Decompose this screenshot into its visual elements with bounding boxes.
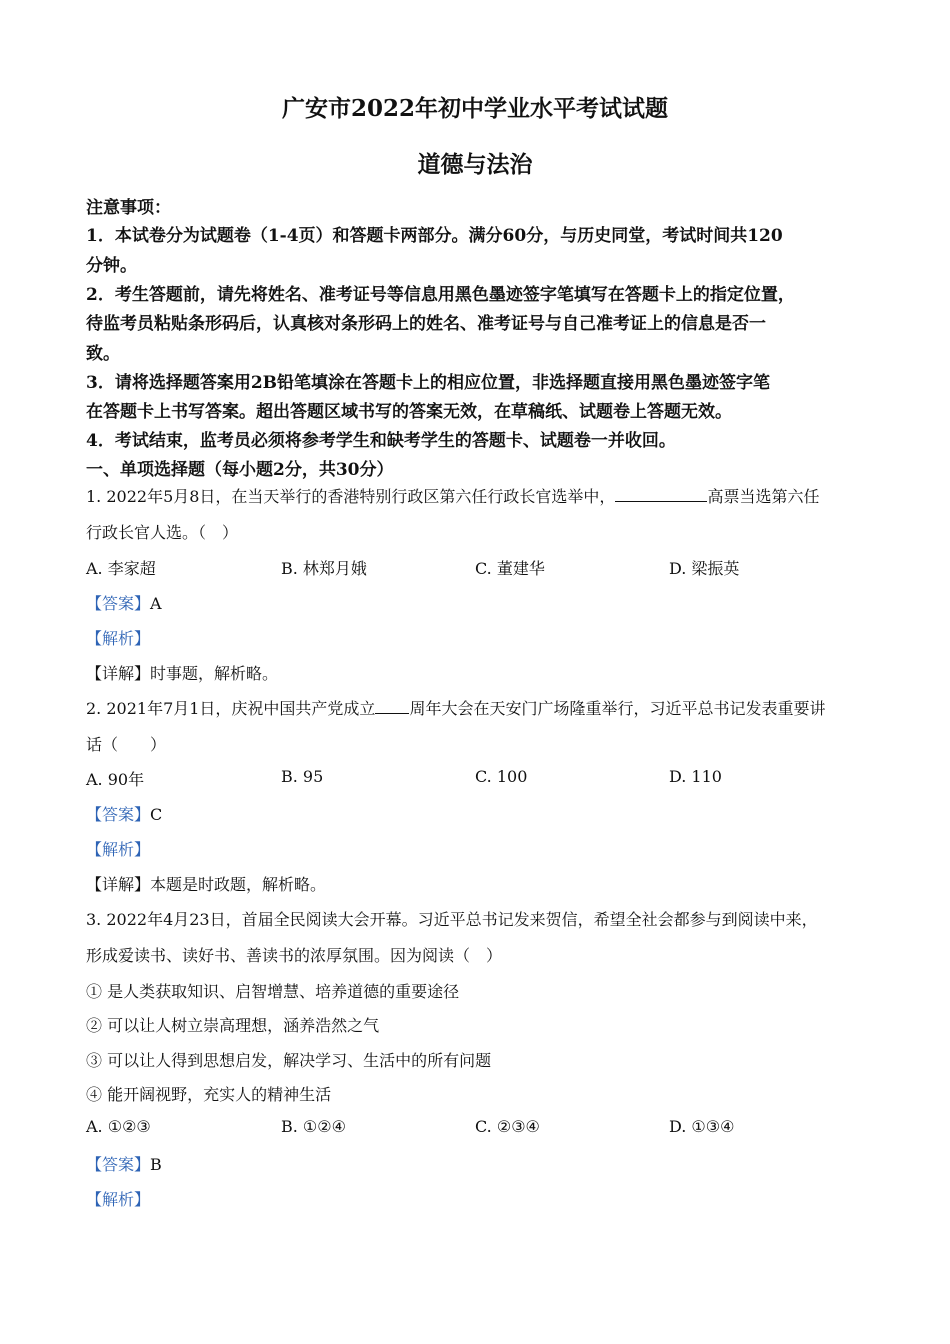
statement-item: ② 可以让人树立崇高理想，涵养浩然之气 [86,1016,380,1035]
question-2-stem [86,696,825,719]
notice-line: 分钟。 [86,256,137,276]
statement-item: ③ 可以让人得到思想启发，解决学习、生活中的所有问题 [86,1051,492,1070]
notice-line: 2．考生答题前，请先将姓名、准考证号等信息用黑色墨迹签字笔填写在答题卡上的指定位置， [86,285,795,305]
option-b: B. ①②④ [281,1117,346,1136]
analysis-label: 【解析】 [86,1190,151,1209]
notice-line: 4．考试结束，监考员必须将参考学生和缺考学生的答题卡、试题卷一并收回。 [86,431,676,451]
notice-line: 致。 [86,344,120,364]
question-3-stem-cont: 形成爱读书、读好书、善读书的浓厚氛围。因为阅读（ ） [86,946,503,965]
option-c: C. ②③④ [475,1117,540,1136]
question-3-stem: 3. 2022年4月23日，首届全民阅读大会开幕。习近平总书记发来贺信，希望全社会都参与到阅读中来， [86,910,818,929]
option-d: D. 110 [669,767,722,786]
question-text: 1. 2022年5月8日，在当天举行的香港特别行政区第六任行政长官选举中， [86,487,616,506]
analysis-label: 【解析】 [86,629,151,648]
option-d: D. 梁振英 [669,559,740,578]
question-1-stem-cont: 行政长官人选。（ ） [86,523,239,542]
notice-line: 待监考员粘贴条形码后，认真核对条形码上的姓名、准考证号与自己准考证上的信息是否一 [86,314,766,334]
answer-line [86,591,162,614]
question-1-stem [86,484,819,507]
option-c: C. 100 [475,767,528,786]
answer-value: C [150,805,163,824]
detail-line: 【详解】时事题，解析略。 [86,664,279,683]
option-c: C. 董建华 [475,559,545,578]
option-a: A. ①②③ [86,1117,151,1136]
question-text: 周年大会在天安门广场隆重举行，习近平总书记发表重要讲 [409,699,826,718]
answer-value: B [150,1155,162,1174]
option-b: B. 95 [281,767,324,786]
question-2-stem-cont: 话（ ） [86,735,167,754]
answer-line [86,802,162,825]
notice-line: 在答题卡上书写答案。超出答题区域书写的答案无效，在草稿纸、试题卷上答题无效。 [86,402,732,422]
exam-title: 广安市2022年初中学业水平考试试题 [281,95,668,122]
exam-subtitle: 道德与法治 [417,151,533,178]
answer-label: 【答案】 [86,594,151,613]
answer-value: A [150,594,162,613]
notice-heading: 注意事项： [86,198,171,218]
option-a: A. 90年 [86,770,145,789]
answer-line [86,1152,162,1175]
section-heading: 一、单项选择题（每小题2分，共30分） [86,460,394,480]
notice-line: 1．本试卷分为试题卷（1-4页）和答题卡两部分。满分60分，与历史同堂，考试时间共120 [86,226,783,246]
option-a: A. 李家超 [86,559,156,578]
statement-item: ① 是人类获取知识、启智增慧、培养道德的重要途径 [86,982,460,1001]
answer-label: 【答案】 [86,805,151,824]
fill-blank [375,699,409,714]
detail-line: 【详解】本题是时政题，解析略。 [86,875,327,894]
notice-line: 3．请将选择题答案用2B铅笔填涂在答题卡上的相应位置，非选择题直接用黑色墨迹签字笔 [86,373,771,393]
statement-item: ④ 能开阔视野，充实人的精神生活 [86,1085,332,1104]
analysis-label: 【解析】 [86,840,151,859]
question-text: 2. 2021年7月1日，庆祝中国共产党成立 [86,699,376,718]
option-d: D. ①③④ [669,1117,735,1136]
question-text: 高票当选第六任 [707,487,820,506]
fill-blank [615,487,707,502]
option-b: B. 林郑月娥 [281,559,367,578]
answer-label: 【答案】 [86,1155,151,1174]
